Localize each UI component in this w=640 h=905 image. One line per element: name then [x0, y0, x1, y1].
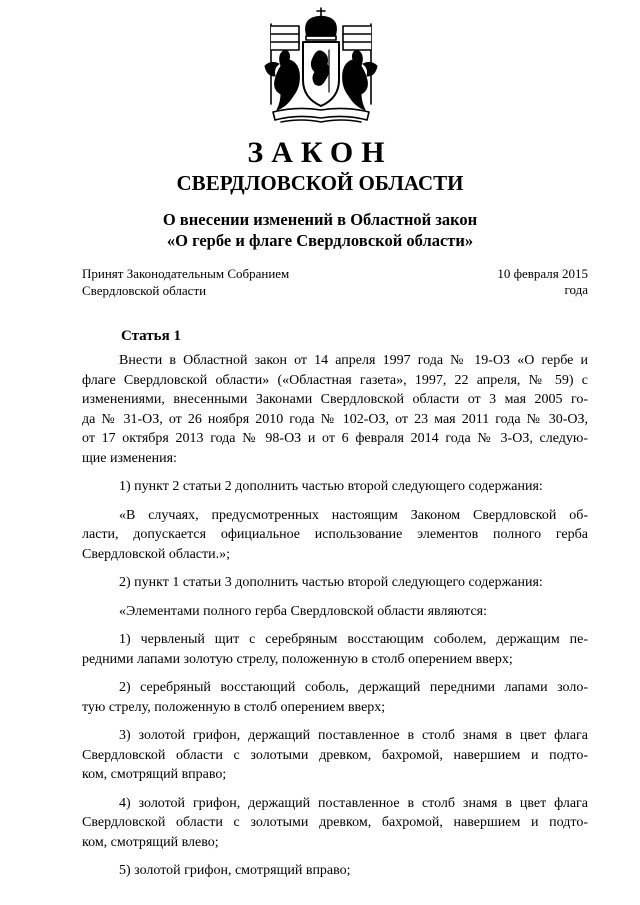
- text-line: изменениями, внесенными Законами Свердловской области от 3 мая 2005 го-: [82, 392, 588, 407]
- text-line: 1) пункт 2 статьи 2 дополнить частью второй следующего содержания:: [119, 479, 543, 494]
- article-paragraph: [82, 506, 588, 565]
- text-line: 1) червленый щит с серебряным восстающим соболем, держащим пе-: [119, 632, 588, 647]
- article-heading: Статья 1: [121, 328, 181, 344]
- article-paragraph: [82, 726, 588, 785]
- text-line: флаге Свердловской области» («Областная газета», 1997, 22 апреля, № 59) с: [82, 372, 588, 388]
- law-title-line-1: О внесении изменений в Областной закон: [162, 210, 478, 229]
- text-line: ком, смотрящий вправо;: [82, 767, 227, 782]
- text-line: редними лапами золотую стрелу, положенную в столб оперением вверх;: [82, 651, 513, 667]
- article-paragraph: [82, 573, 588, 593]
- law-title-line-2: «О гербе и флаге Свердловской области»: [166, 231, 474, 250]
- article-paragraph: [82, 477, 588, 497]
- text-line: «В случаях, предусмотренных настоящим Законом Свердловской об-: [119, 507, 588, 523]
- text-line: ласти, допускается официальное использование элементов полного герба: [82, 527, 588, 542]
- text-line: да № 31-ОЗ, от 26 ноября 2010 года № 102-ОЗ, от 23 мая 2011 года № 30-ОЗ,: [82, 411, 588, 427]
- article-paragraph: [82, 678, 588, 717]
- article-paragraph: [82, 630, 588, 669]
- text-line: 5) золотой грифон, смотрящий вправо;: [119, 863, 351, 878]
- article-paragraph: [82, 602, 588, 622]
- text-line: ком, смотрящий влево;: [82, 834, 219, 850]
- article-body: [82, 351, 588, 890]
- text-line: Свердловской области с золотыми древком, бахромой, навершием и подто-: [82, 747, 588, 763]
- text-line: 3) золотой грифон, держащий поставленное в столб знамя в цвет флага: [119, 728, 588, 743]
- text-line: «Элементами полного герба Свердловской области являются:: [119, 603, 487, 619]
- text-line: 4) золотой грифон, держащий поставленное в столб знамя в цвет флага: [119, 795, 588, 811]
- text-line: Свердловской области с золотыми древком, бахромой, навершием и подто-: [82, 815, 588, 830]
- article-paragraph: [82, 861, 588, 881]
- text-line: Внести в Областной закон от 14 апреля 1997 года № 19-ОЗ «О гербе и: [119, 353, 588, 368]
- text-line: от 17 октября 2013 года № 98-ОЗ и от 6 февраля 2014 года № 3-ОЗ, следую-: [82, 431, 588, 446]
- article-paragraph: [82, 351, 588, 468]
- text-line: 2) пункт 1 статьи 3 дополнить частью второй следующего содержания:: [119, 575, 543, 590]
- adopted-by-line-1: Принят Законодательным Собранием: [82, 266, 290, 281]
- adopted-by-line-2: Свердловской области: [82, 283, 207, 298]
- document-region: СВЕРДЛОВСКОЙ ОБЛАСТИ: [176, 171, 464, 195]
- adoption-date: 10 февраля 2015 года: [497, 266, 588, 297]
- text-line: 2) серебряный восстающий соболь, держащий передними лапами золо-: [119, 680, 588, 695]
- coat-of-arms-emblem: [251, 6, 391, 130]
- text-line: Свердловской области.»;: [82, 546, 231, 562]
- text-line: тую стрелу, положенную в столб оперением вверх;: [82, 699, 386, 715]
- text-line: щие изменения:: [82, 450, 177, 466]
- article-paragraph: [82, 794, 588, 853]
- document-type: ЗАКОН: [247, 136, 393, 169]
